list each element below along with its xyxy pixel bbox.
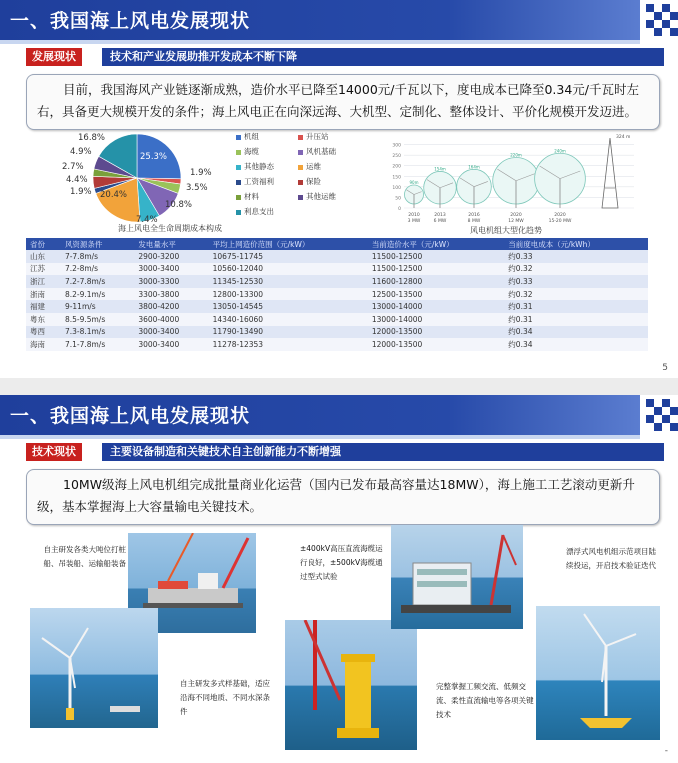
- legend-item: [236, 146, 259, 157]
- table-row: [26, 338, 648, 351]
- section-tagline: 主要设备制造和关键技术自主创新能力不断增强: [102, 443, 664, 461]
- pie-legend: [236, 131, 376, 221]
- turbine-capacity-label: 6 MW: [433, 219, 447, 224]
- pie-label-substation: 1.9%: [190, 168, 212, 178]
- table-cell: 3000-3300: [134, 275, 208, 288]
- legend-swatch: [236, 180, 241, 185]
- table-cell: 约0.31: [504, 313, 648, 326]
- pie-label-unit: 25.3%: [140, 152, 168, 162]
- table-row: [26, 288, 648, 301]
- cost-table: [26, 238, 648, 351]
- pie-label-material: 2.7%: [62, 162, 84, 172]
- legend-item: [298, 176, 321, 187]
- table-row: [26, 300, 648, 313]
- table-cell: 8.5-9.5m/s: [61, 313, 134, 326]
- table-cell: 10675-11745: [209, 250, 368, 263]
- table-cell: 2900-3200: [134, 250, 208, 263]
- table-cell: 11278-12353: [209, 338, 368, 351]
- legend-item: [236, 161, 274, 172]
- legend-label: 材料: [244, 192, 259, 201]
- table-cell: 约0.33: [504, 275, 648, 288]
- table-header-cell: 平均上网造价范围（元/kW）: [209, 238, 368, 250]
- legend-swatch: [298, 180, 303, 185]
- legend-item: [236, 131, 259, 142]
- legend-label: 保险: [306, 177, 321, 186]
- title-stripe: [0, 40, 640, 44]
- turbine-year-label: 2010: [408, 213, 420, 218]
- table-cell: 11790-13490: [209, 326, 368, 339]
- table-cell: 13050-14545: [209, 300, 368, 313]
- section-tag: 技术现状: [26, 443, 82, 461]
- table-cell: 粤东: [26, 313, 61, 326]
- turbine-ytick: 100: [392, 185, 401, 191]
- turbine-ytick: 300: [392, 143, 401, 149]
- legend-label: 风机基础: [306, 147, 336, 156]
- legend-swatch: [236, 135, 241, 140]
- legend-label: 运维: [306, 162, 321, 171]
- table-cell: 3000-3400: [134, 326, 208, 339]
- turbine-rotor-label: 164m: [468, 164, 480, 170]
- legend-swatch: [298, 195, 303, 200]
- turbine-sea-svg: [30, 608, 158, 728]
- turbine-capacity-label: 8 MW: [467, 219, 481, 224]
- table-header-cell: 省份: [26, 238, 61, 250]
- turbine-ytick: 0: [398, 207, 401, 212]
- table-cell: 7-7.8m/s: [61, 250, 134, 263]
- slide-1: [0, 0, 678, 378]
- slide-2: [0, 395, 678, 763]
- pie-label-om-other: 4.9%: [70, 147, 92, 157]
- table-cell: 3300-3800: [134, 288, 208, 301]
- section-tag: 发展现状: [26, 48, 82, 66]
- table-cell: 7.3-8.1m/s: [61, 326, 134, 339]
- table-cell: 11500-12500: [368, 250, 504, 263]
- legend-swatch: [298, 135, 303, 140]
- section-tagline: 技术和产业发展助推开发成本不断下降: [102, 48, 664, 66]
- legend-item: [298, 191, 336, 202]
- caption-foundation: 自主研发多式样基础，适应沿海不同地质、不同水深条件: [180, 679, 270, 716]
- turbine-year-label: 2020: [510, 213, 522, 218]
- converter-station-photo: [391, 525, 523, 629]
- table-cell: 11345-12530: [209, 275, 368, 288]
- intro-paragraph: 目前，我国海风产业链逐渐成熟，造价水平已降至14000元/千瓦以下，度电成本已降至0.34元/千瓦时左右，具备更大规模开发的条件；海上风电正在向深远海、大机型、定制化、整体设计、平价化规模开发迈进。: [26, 74, 660, 130]
- table-row: [26, 263, 648, 276]
- pie-label-om: 20.4%: [100, 190, 128, 200]
- legend-swatch: [236, 165, 241, 170]
- turbine-size-svg: [380, 128, 648, 236]
- legend-item: [298, 146, 336, 157]
- caption-floating: 漂浮式风电机组示范项目陆续投运，开启技术验证迭代: [566, 547, 656, 570]
- table-cell: 3800-4200: [134, 300, 208, 313]
- table-cell: 11600-12800: [368, 275, 504, 288]
- table-header-cell: 风资源条件: [61, 238, 134, 250]
- table-header-cell: 发电量水平: [134, 238, 208, 250]
- table-cell: 约0.31: [504, 300, 648, 313]
- table-cell: 江苏: [26, 263, 61, 276]
- checker-logo: [640, 395, 678, 439]
- table-cell: 福建: [26, 300, 61, 313]
- table-row: [26, 326, 648, 339]
- caption-cables: ±400kV高压直流海缆运行良好，±500kV海缆通过型式试验: [300, 544, 383, 581]
- turbine-ytick: 200: [392, 164, 401, 170]
- table-cell: 8.2-9.1m/s: [61, 288, 134, 301]
- turbine-capacity-label: 12 MW: [508, 219, 524, 224]
- table-cell: 13000-14000: [368, 300, 504, 313]
- turbine-capacity-label: 15-20 MW: [548, 219, 572, 224]
- table-row: [26, 250, 648, 263]
- table-header-cell: 当前度电成本（元/kWh）: [504, 238, 648, 250]
- slide-title: 一、我国海上风电发展现状: [10, 10, 251, 32]
- pie-label-static: 7.4%: [136, 215, 158, 225]
- turbine-ytick: 250: [392, 154, 401, 160]
- table-cell: 11500-12500: [368, 263, 504, 276]
- title-bar: [0, 395, 640, 435]
- slide-gap: [0, 378, 678, 395]
- caption-transmission: 完整掌握工频交流、低频交流、柔性直流输电等各项关键技术: [436, 682, 534, 719]
- table-cell: 12000-13500: [368, 326, 504, 339]
- turbine-year-label: 2020: [554, 213, 566, 218]
- page-number: -: [664, 746, 668, 756]
- pie-label-wages: 1.9%: [70, 187, 92, 197]
- legend-item: [236, 206, 274, 217]
- table-cell: 约0.34: [504, 326, 648, 339]
- table-cell: 3000-3400: [134, 338, 208, 351]
- table-cell: 约0.34: [504, 338, 648, 351]
- turbine-capacity-label: 3 MW: [407, 219, 421, 224]
- legend-label: 机组: [244, 132, 259, 141]
- turbine-rotor-label: 90m: [409, 179, 419, 185]
- turbine-size-chart: [380, 128, 648, 236]
- converter-station-svg: [391, 525, 523, 629]
- table-cell: 9-11m/s: [61, 300, 134, 313]
- table-header-cell: 当前造价水平（元/kW）: [368, 238, 504, 250]
- foundation-photo: [285, 620, 417, 750]
- table-header-row: [26, 238, 648, 250]
- legend-item: [298, 131, 329, 142]
- table-cell: 7.2-8m/s: [61, 263, 134, 276]
- table-cell: 海南: [26, 338, 61, 351]
- table-cell: 10560-12040: [209, 263, 368, 276]
- table-cell: 12500-13500: [368, 288, 504, 301]
- slide-title: 一、我国海上风电发展现状: [10, 405, 251, 427]
- turbine-year-label: 2013: [434, 213, 446, 218]
- title-bar: [0, 0, 640, 40]
- legend-label: 海缆: [244, 147, 259, 156]
- turbine-rotor-label: 154m: [434, 166, 446, 172]
- table-cell: 7.2-7.8m/s: [61, 275, 134, 288]
- table-row: [26, 313, 648, 326]
- legend-swatch: [298, 150, 303, 155]
- turbine-ytick: 150: [392, 175, 401, 181]
- legend-item: [236, 176, 274, 187]
- pie-caption: 海上风电全生命周期成本构成: [118, 224, 222, 233]
- legend-swatch: [236, 195, 241, 200]
- legend-label: 利息支出: [244, 207, 274, 216]
- turbine-ytick: 50: [395, 196, 401, 202]
- legend-label: 其他静态: [244, 162, 274, 171]
- foundation-svg: [285, 620, 417, 750]
- table-body: [26, 250, 648, 351]
- table-cell: 12800-13300: [209, 288, 368, 301]
- table-cell: 约0.33: [504, 250, 648, 263]
- pie-label-cable: 3.5%: [186, 183, 208, 193]
- table-cell: 13000-14000: [368, 313, 504, 326]
- legend-swatch: [298, 165, 303, 170]
- tech-paragraph: 10MW级海上风电机组完成批量商业化运营（国内已发布最高容量达18MW），海上施工工艺滚动更新升级，基本掌握海上大容量输电关键技术。: [26, 469, 660, 525]
- turbine-rotor-label: 220m: [510, 152, 522, 158]
- table-cell: 12000-13500: [368, 338, 504, 351]
- table-cell: 浙南: [26, 288, 61, 301]
- turbine-year-label: 2016: [468, 213, 480, 218]
- table-cell: 3000-3400: [134, 263, 208, 276]
- table-cell: 7.1-7.8m/s: [61, 338, 134, 351]
- table-cell: 约0.32: [504, 288, 648, 301]
- pie-label-insurance: 4.4%: [66, 175, 88, 185]
- pie-label-other-om: 16.8%: [78, 133, 106, 143]
- table-cell: 3600-4000: [134, 313, 208, 326]
- turbine-sea-photo: [30, 608, 158, 728]
- table-cell: 约0.32: [504, 263, 648, 276]
- turbine-rotor-label: 240m: [554, 148, 566, 154]
- turbine-reference-label: 324 m: [616, 135, 631, 140]
- legend-swatch: [236, 210, 241, 215]
- title-stripe: [0, 435, 640, 439]
- caption-vessels: 自主研发各类大吨位打桩船、吊装船、运输船装备: [43, 545, 126, 568]
- legend-item: [298, 161, 321, 172]
- legend-label: 其他运维: [306, 192, 336, 201]
- legend-swatch: [236, 150, 241, 155]
- legend-label: 工资福利: [244, 177, 274, 186]
- table-cell: 14340-16060: [209, 313, 368, 326]
- pie-label-foundation: 10.8%: [165, 200, 193, 210]
- legend-label: 升压站: [306, 132, 329, 141]
- turbine-caption: 风电机组大型化趋势: [470, 226, 542, 235]
- page-number: 5: [662, 363, 668, 373]
- table-cell: 浙江: [26, 275, 61, 288]
- floating-turbine-svg: [536, 606, 660, 740]
- checker-logo: [640, 0, 678, 44]
- legend-item: [236, 191, 259, 202]
- table-row: [26, 275, 648, 288]
- floating-turbine-photo: [536, 606, 660, 740]
- table-cell: 山东: [26, 250, 61, 263]
- table-cell: 粤西: [26, 326, 61, 339]
